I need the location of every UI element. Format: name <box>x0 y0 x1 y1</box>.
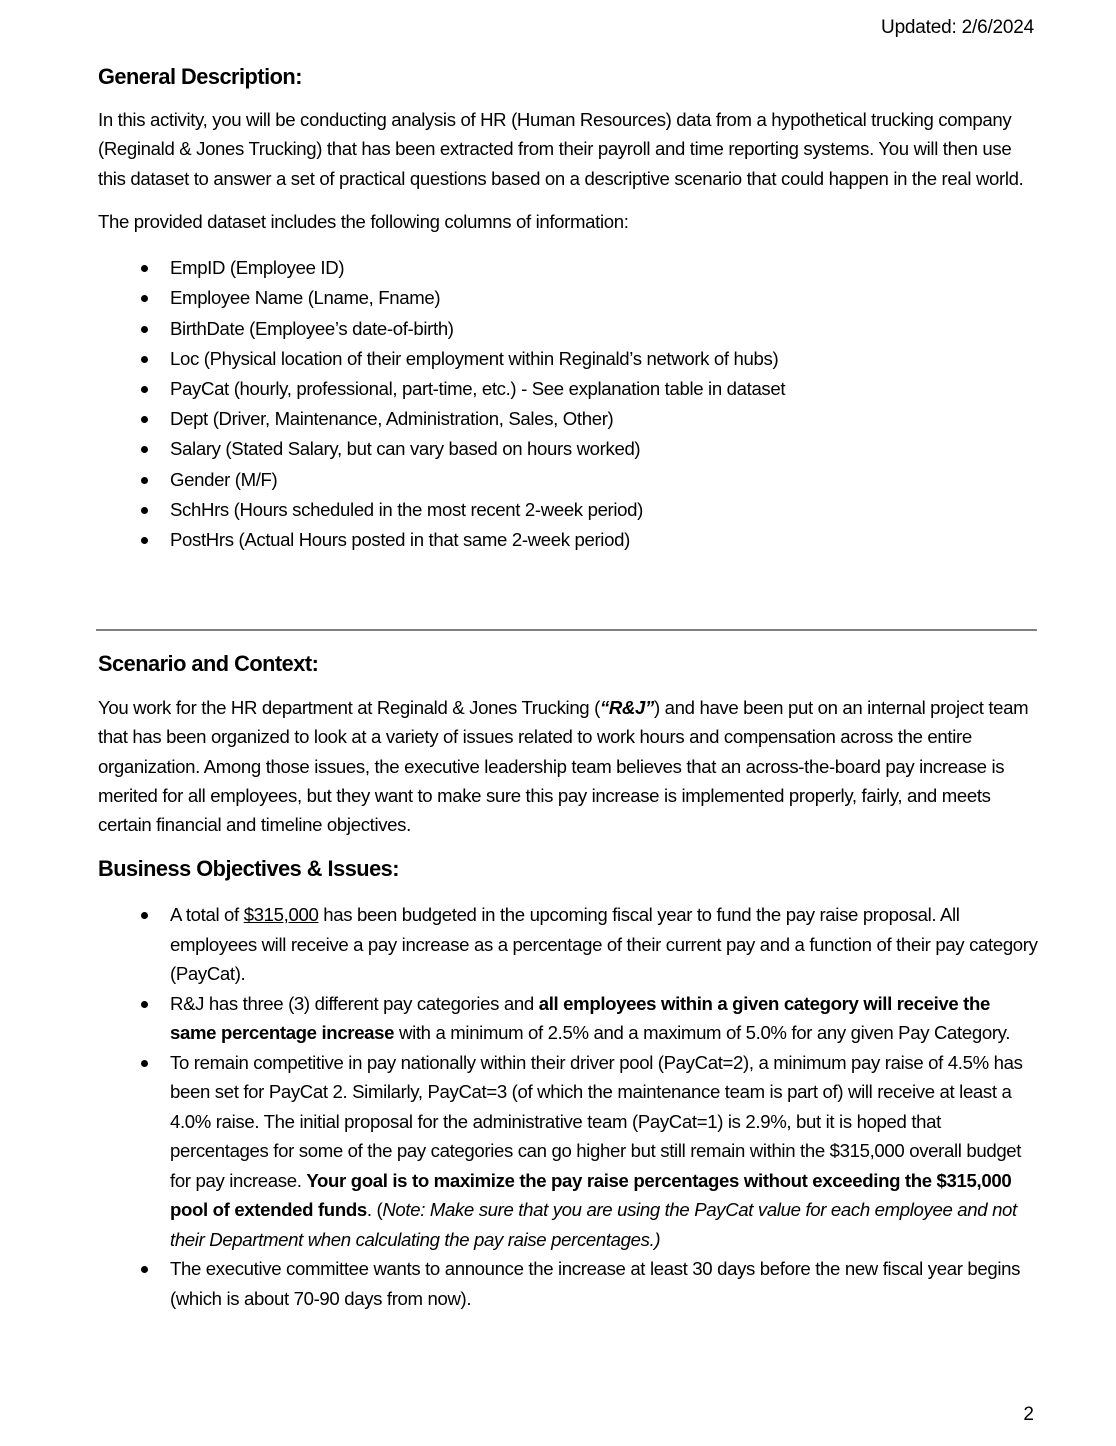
bullet-icon <box>141 1266 148 1273</box>
bullet-icon <box>141 265 148 272</box>
budget-amount: $315,000 <box>243 904 319 926</box>
list-item: A total of $315,000 has been budgeted in the upcoming fiscal year to fund the pay raise proposal. All employees will receive a pay increase as a percentage of their current pay and a function of their pay category (PayCat). <box>98 900 1038 989</box>
bullet-icon <box>141 1060 148 1067</box>
bullet-icon <box>141 295 148 302</box>
intro-paragraph: In this activity, you will be conducting analysis of HR (Human Resources) data from a hypothetical trucking company (Reginald & Jones Trucking) that has been extracted from their payroll and time reporting systems. You will then use this dataset to answer a set of practical questions based on a descriptive scenario that could happen in the real world. <box>98 109 1024 189</box>
general-description-heading: General Description: <box>98 64 302 89</box>
objectives-list <box>98 900 1038 1313</box>
list-item: The executive committee wants to announce the increase at least 30 days before the new fiscal year begins (which is about 70-90 days from now). <box>98 1254 1038 1313</box>
scenario-paragraph: You work for the HR department at Reginald & Jones Trucking (“R&J”) and have been put on an internal project team that has been organized to look at a variety of issues related to work hours and compensation across the entire organization. Among those issues, the executive leadership team believes that an across-the-board pay increase is merited for all employees, but they want to make sure this pay increase is implemented properly, fairly, and meets certain financial and timeline objectives. <box>98 697 1029 836</box>
list-item: To remain competitive in pay nationally within their driver pool (PayCat=2), a minimum pay raise of 4.5% has been set for PayCat 2. Similarly, PayCat=3 (of which the maintenance team is part of) will receive at least a 4.0% raise. The initial proposal for the administrative team (PayCat=1) is 2.9%, but it is hoped that percentages for some of the pay categories can go higher but still remain within the $315,000 overall budget for pay increase. Your goal is to maximize the pay raise percentages without exceeding the $315,000 pool of extended funds. (Note: Make sure that you are using the PayCat value for each employee and not their Department when calculating the pay raise percentages.) <box>98 1048 1038 1255</box>
column-list <box>98 253 1038 555</box>
columns-intro: The provided dataset includes the following columns of information: <box>98 210 629 232</box>
bullet-icon <box>141 326 148 333</box>
general-description-section <box>98 62 1038 555</box>
section-divider <box>96 629 1037 631</box>
bullet-icon <box>141 356 148 363</box>
rj-abbreviation: “R&J” <box>599 697 654 718</box>
list-item: SchHrs (Hours scheduled in the most recent 2-week period) <box>98 495 1038 525</box>
bullet-icon <box>141 477 148 484</box>
updated-date: Updated: 2/6/2024 <box>881 17 1034 38</box>
list-item: R&J has three (3) different pay categories and all employees within a given category will receive the same percentage increase with a minimum of 2.5% and a maximum of 5.0% for any given Pay Category. <box>98 989 1038 1048</box>
list-item: BirthDate (Employee’s date-of-birth) <box>98 314 1038 344</box>
list-item: Salary (Stated Salary, but can vary based on hours worked) <box>98 434 1038 464</box>
list-item: Gender (M/F) <box>98 465 1038 495</box>
list-item: Loc (Physical location of their employment within Reginald’s network of hubs) <box>98 344 1038 374</box>
bullet-icon <box>141 416 148 423</box>
list-item: Dept (Driver, Maintenance, Administration, Sales, Other) <box>98 404 1038 434</box>
bullet-icon <box>141 446 148 453</box>
bullet-icon <box>141 1001 148 1008</box>
bullet-icon <box>141 912 148 919</box>
bullet-icon <box>141 537 148 544</box>
note: Note: Make sure that you are using the PayCat value for each employee and not their Department when calculating the pay raise percentages.) <box>170 1199 1017 1250</box>
scenario-section <box>98 649 1038 1313</box>
page-number: 2 <box>1023 1404 1034 1425</box>
objectives-heading: Business Objectives & Issues: <box>98 856 400 882</box>
bullet-icon <box>141 507 148 514</box>
list-item: PayCat (hourly, professional, part-time, etc.) - See explanation table in dataset <box>98 374 1038 404</box>
list-item: Employee Name (Lname, Fname) <box>98 283 1038 313</box>
list-item: EmpID (Employee ID) <box>98 253 1038 283</box>
list-item: PostHrs (Actual Hours posted in that same 2-week period) <box>98 525 1038 555</box>
bullet-icon <box>141 386 148 393</box>
scenario-heading: Scenario and Context: <box>98 651 319 676</box>
